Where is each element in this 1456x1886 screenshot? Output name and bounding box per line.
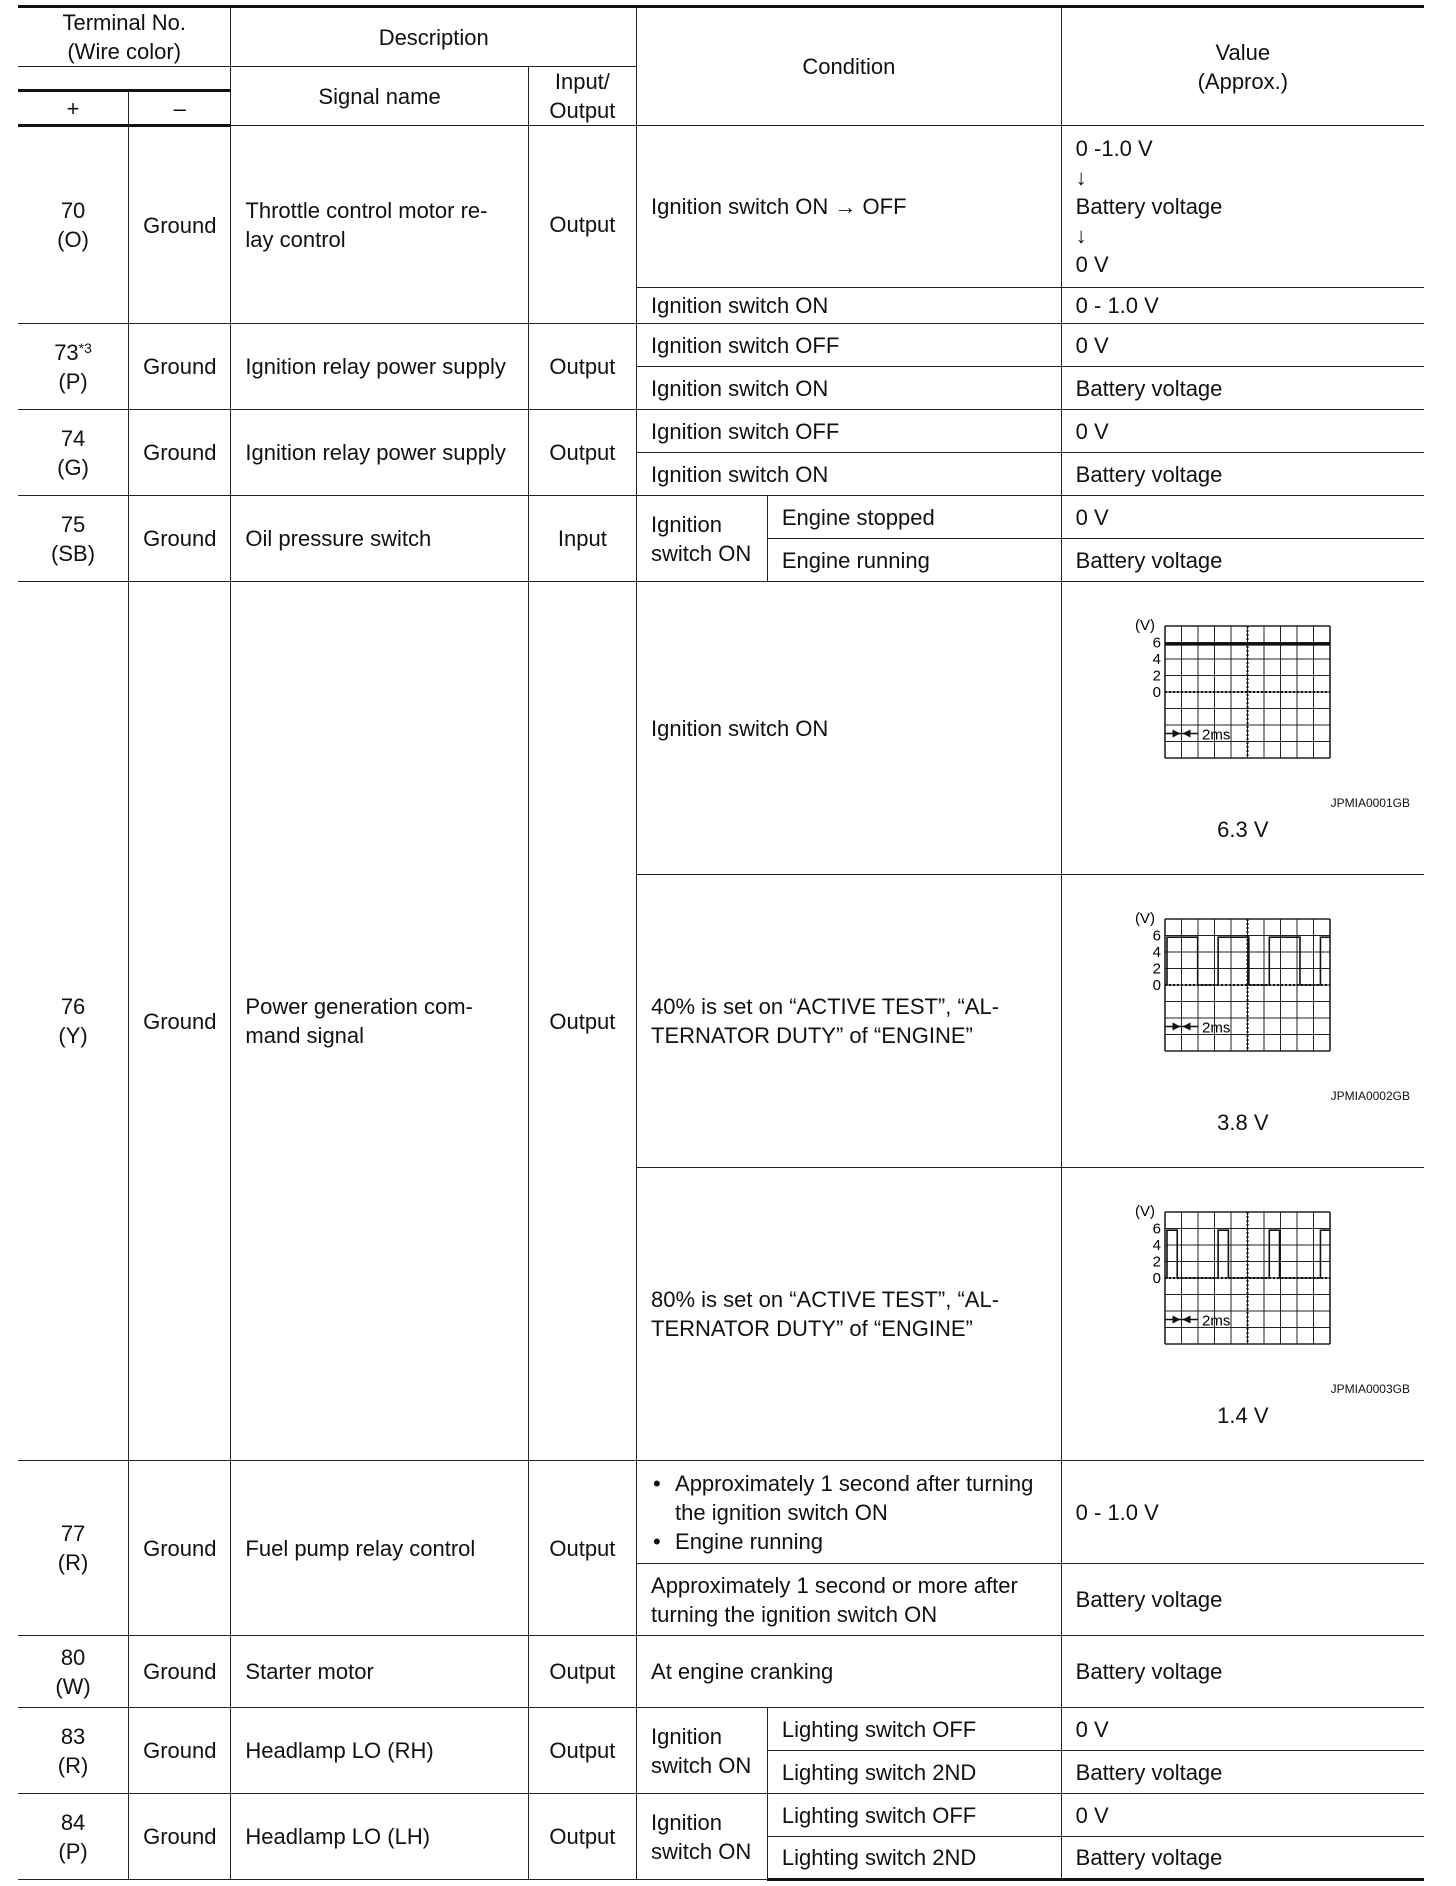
y-tick-label: 0 — [1152, 977, 1161, 994]
waveform-id: JPMIA0001GB — [1330, 796, 1410, 810]
signal-76: Power generation com-mand signal — [231, 582, 528, 1461]
value-77-b: Battery voltage — [1061, 1564, 1424, 1636]
y-tick-label: 2 — [1152, 667, 1161, 685]
condition-83-a: Lighting switch OFF — [767, 1708, 1061, 1751]
condition-84-a: Lighting switch OFF — [767, 1794, 1061, 1837]
table-row-77 — [18, 1461, 1424, 1564]
value-70-b: 0 - 1.0 V — [1061, 288, 1424, 324]
io-73: Output — [528, 324, 636, 410]
y-tick-label: 2 — [1152, 1253, 1161, 1271]
terminal-76: 76 (Y) — [18, 582, 129, 1461]
y-tick-label: 6 — [1152, 634, 1161, 652]
header-minus: – — [129, 91, 231, 126]
ground-83: Ground — [129, 1708, 231, 1794]
y-unit-label: (V) — [1134, 617, 1155, 634]
y-tick-label: 4 — [1152, 944, 1161, 961]
value-76-c — [1061, 1168, 1424, 1461]
io-83: Output — [528, 1708, 636, 1794]
value-70-a: 0 -1.0 V ↓ Battery voltage ↓ 0 V — [1061, 126, 1424, 288]
header-description: Description — [231, 7, 637, 67]
ground-84: Ground — [129, 1794, 231, 1880]
header-condition: Condition — [637, 7, 1062, 126]
condition-80: At engine cranking — [637, 1636, 1062, 1708]
condition-73-a: Ignition switch OFF — [637, 324, 1062, 367]
condition-70-b: Ignition switch ON — [637, 288, 1062, 324]
condition-75-b: Engine running — [767, 539, 1061, 582]
condition-77-b: Approximately 1 second or more after turning the ignition switch ON — [637, 1564, 1062, 1636]
waveform-id: JPMIA0003GB — [1330, 1382, 1410, 1396]
y-tick-label: 4 — [1152, 1237, 1161, 1254]
table-row-70 — [18, 126, 1424, 288]
waveform-1-4v-chart — [1123, 1198, 1363, 1378]
value-73-b: Battery voltage — [1061, 367, 1424, 410]
value-84-a: 0 V — [1061, 1794, 1424, 1837]
time-div-arrow — [1182, 730, 1190, 738]
value-84-b: Battery voltage — [1061, 1837, 1424, 1880]
condition-77-a — [637, 1461, 1062, 1564]
io-70: Output — [528, 126, 636, 324]
waveform-value: 3.8 V — [1217, 1110, 1269, 1135]
signal-70: Throttle control motor re-lay control — [231, 126, 528, 324]
terminal-70: 70 (O) — [18, 126, 129, 324]
header-terminal-spacer — [18, 67, 231, 91]
time-div-label: 2ms — [1201, 726, 1231, 744]
time-div-arrow — [1172, 1316, 1180, 1324]
bullet-item: • Approximately 1 second after turning the ignition switch ON — [651, 1469, 1047, 1527]
ground-77: Ground — [129, 1461, 231, 1636]
signal-73: Ignition relay power supply — [231, 324, 528, 410]
header-input-output: Input/ Output — [528, 67, 636, 126]
waveform-6-3v-chart — [1123, 612, 1363, 792]
io-77: Output — [528, 1461, 636, 1636]
value-74-a: 0 V — [1061, 410, 1424, 453]
ground-80: Ground — [129, 1636, 231, 1708]
header-terminal: Terminal No. (Wire color) — [18, 7, 231, 67]
terminal-75: 75 (SB) — [18, 496, 129, 582]
time-div-label: 2ms — [1201, 1312, 1231, 1330]
condition-84-b: Lighting switch 2ND — [767, 1837, 1061, 1880]
value-73-a: 0 V — [1061, 324, 1424, 367]
table-row-73 — [18, 324, 1424, 367]
table-row-76 — [18, 582, 1424, 875]
y-tick-label: 0 — [1152, 684, 1161, 701]
io-84: Output — [528, 1794, 636, 1880]
y-tick-label: 0 — [1152, 1270, 1161, 1287]
condition-73-b: Ignition switch ON — [637, 367, 1062, 410]
condition-76-b: 40% is set on “ACTIVE TEST”, “AL-TERNATOR DUTY” of “ENGINE” — [637, 875, 1062, 1168]
ground-73: Ground — [129, 324, 231, 410]
y-tick-label: 6 — [1152, 1220, 1161, 1238]
table-row-80 — [18, 1636, 1424, 1708]
time-div-label: 2ms — [1201, 1019, 1231, 1037]
table-row-75 — [18, 496, 1424, 539]
time-div-arrow — [1182, 1316, 1190, 1324]
waveform-3-8v-chart — [1123, 905, 1363, 1085]
condition-83-b: Lighting switch 2ND — [767, 1751, 1061, 1794]
value-76-a — [1061, 582, 1424, 875]
signal-77: Fuel pump relay control — [231, 1461, 528, 1636]
condition-70-a: Ignition switch ON → OFF — [637, 126, 1062, 288]
condition-75-a: Engine stopped — [767, 496, 1061, 539]
y-tick-label: 4 — [1152, 651, 1161, 668]
terminal-73: 73$^{*3}$ (P) — [18, 324, 129, 410]
waveform-value: 6.3 V — [1217, 817, 1269, 842]
terminal-80: 80 (W) — [18, 1636, 129, 1708]
bullet-item: • Engine running — [651, 1527, 1047, 1556]
terminal-spec-table — [18, 5, 1424, 1881]
io-74: Output — [528, 410, 636, 496]
condition-76-a: Ignition switch ON — [637, 582, 1062, 875]
time-div-arrow — [1182, 1023, 1190, 1031]
signal-84: Headlamp LO (LH) — [231, 1794, 528, 1880]
signal-74: Ignition relay power supply — [231, 410, 528, 496]
terminal-77: 77 (R) — [18, 1461, 129, 1636]
ground-75: Ground — [129, 496, 231, 582]
value-74-b: Battery voltage — [1061, 453, 1424, 496]
condition-75-main: Ignition switch ON — [637, 496, 768, 582]
header-signal-name: Signal name — [231, 67, 528, 126]
y-tick-label: 2 — [1152, 960, 1161, 978]
io-76: Output — [528, 582, 636, 1461]
value-76-b — [1061, 875, 1424, 1168]
signal-83: Headlamp LO (RH) — [231, 1708, 528, 1794]
ground-76: Ground — [129, 582, 231, 1461]
table-row-84 — [18, 1794, 1424, 1837]
terminal-83: 83 (R) — [18, 1708, 129, 1794]
value-77-a: 0 - 1.0 V — [1061, 1461, 1424, 1564]
time-div-arrow — [1172, 1023, 1180, 1031]
waveform-value: 1.4 V — [1217, 1403, 1269, 1428]
value-80: Battery voltage — [1061, 1636, 1424, 1708]
io-80: Output — [528, 1636, 636, 1708]
header-value: Value (Approx.) — [1061, 7, 1424, 126]
terminal-74: 74 (G) — [18, 410, 129, 496]
y-unit-label: (V) — [1134, 1203, 1155, 1220]
ground-70: Ground — [129, 126, 231, 324]
condition-74-a: Ignition switch OFF — [637, 410, 1062, 453]
table-row-74 — [18, 410, 1424, 453]
value-83-a: 0 V — [1061, 1708, 1424, 1751]
waveform-id: JPMIA0002GB — [1330, 1089, 1410, 1103]
ground-74: Ground — [129, 410, 231, 496]
terminal-84: 84 (P) — [18, 1794, 129, 1880]
signal-75: Oil pressure switch — [231, 496, 528, 582]
value-75-a: 0 V — [1061, 496, 1424, 539]
condition-74-b: Ignition switch ON — [637, 453, 1062, 496]
io-75: Input — [528, 496, 636, 582]
value-83-b: Battery voltage — [1061, 1751, 1424, 1794]
y-tick-label: 6 — [1152, 927, 1161, 945]
y-unit-label: (V) — [1134, 910, 1155, 927]
signal-80: Starter motor — [231, 1636, 528, 1708]
time-div-arrow — [1172, 730, 1180, 738]
value-75-b: Battery voltage — [1061, 539, 1424, 582]
condition-84-main: Ignition switch ON — [637, 1794, 768, 1880]
table-row-83 — [18, 1708, 1424, 1751]
condition-76-c: 80% is set on “ACTIVE TEST”, “AL-TERNATOR DUTY” of “ENGINE” — [637, 1168, 1062, 1461]
header-plus: + — [18, 91, 129, 126]
condition-83-main: Ignition switch ON — [637, 1708, 768, 1794]
